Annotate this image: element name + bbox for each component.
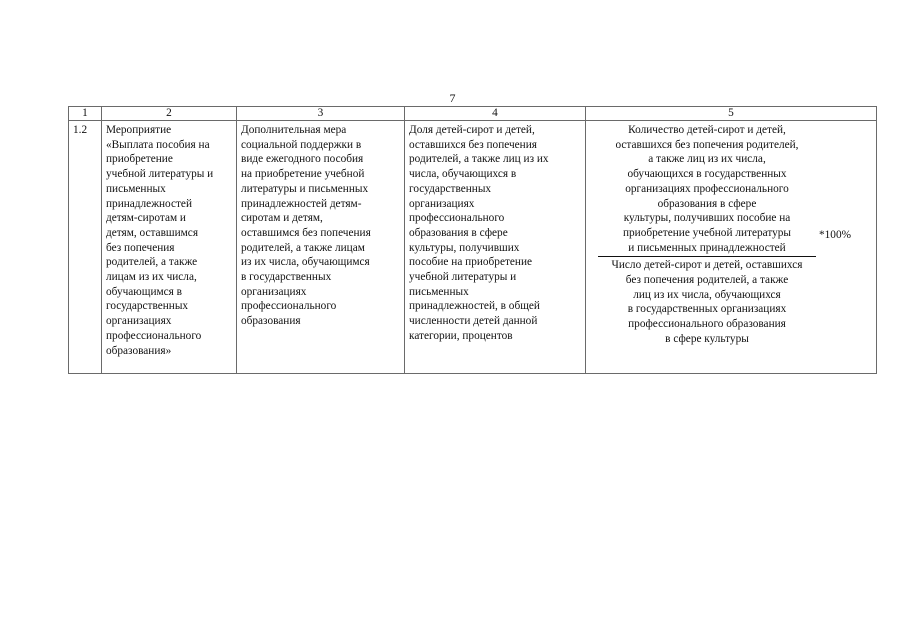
measure-cell — [237, 121, 405, 374]
measure-text: Дополнительная мера социальной поддержки в виде ежегодного пособия на приобретение учебной литературы и письменных принадлежностей детям- сиротам и детям, оставшимся без попечения родителей, а также лицам из их числа, обучающимся в государственных организациях профессионального образования — [241, 124, 371, 328]
formula-denominator: Число детей-сирот и детей, оставшихся без попечения родителей, а также лиц из их числа, обучающихся в государственных организациях профессионального образования в сфере культуры — [611, 259, 803, 345]
event-cell — [102, 121, 237, 374]
header-cell-5: 5 — [586, 107, 877, 121]
table-header-row — [69, 107, 877, 121]
indicator-text: Доля детей-сирот и детей, оставшихся без попечения родителей, а также лиц из их числа, обучающихся в государственных организациях профессионального образования в сфере культуры, получивших пособие на приобретение учебной литературы и письменных принадлежностей, в общей численности детей данной категории, процентов — [409, 124, 549, 342]
formula-numerator: Количество детей-сирот и детей, оставшихся без попечения родителей, а также лиц из их числа, обучающихся в государственных организациях профессионального образования в сфере культуры, получивших пособие на приобретение учебной литературы и письменных принадлежностей — [615, 124, 799, 254]
row-number-cell: 1.2 — [69, 121, 102, 374]
formula-fraction — [598, 123, 816, 347]
formula-multiplier: *100% — [819, 229, 852, 242]
header-cell-3: 3 — [237, 107, 405, 121]
table-row — [69, 121, 877, 374]
formula-cell — [586, 121, 877, 374]
header-cell-1: 1 — [69, 107, 102, 121]
indicator-table — [68, 106, 877, 374]
formula — [590, 123, 872, 347]
page-number: 7 — [449, 91, 456, 105]
header-cell-4: 4 — [405, 107, 586, 121]
indicator-cell — [405, 121, 586, 374]
header-cell-2: 2 — [102, 107, 237, 121]
event-text: Мероприятие «Выплата пособия на приобретение учебной литературы и письменных принадлежностей детям-сиротам и детям, оставшимся без попечения родителей, а также лицам из их числа, обучающимся в государственных организациях профессионального образования» — [106, 124, 214, 357]
